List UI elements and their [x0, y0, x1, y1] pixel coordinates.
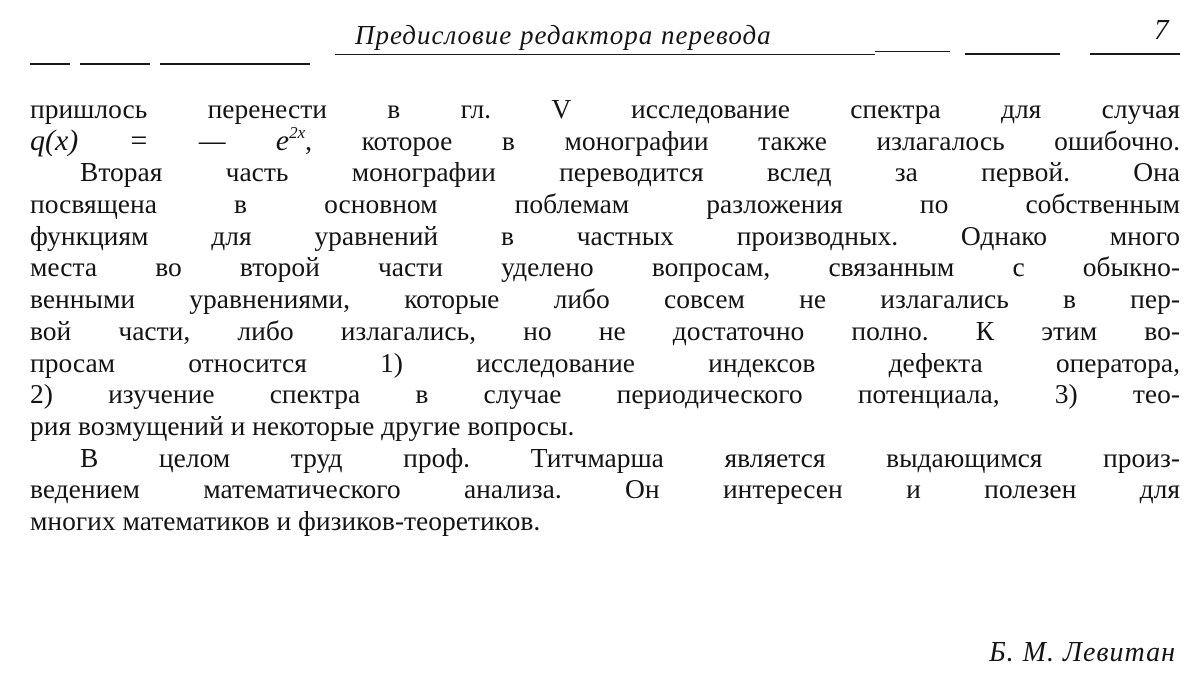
text-line: вой части, либо излагались, но не достаточно полно. К этим во- — [30, 314, 1180, 346]
header-rule — [30, 63, 70, 65]
header-title-underline — [335, 54, 875, 55]
header-rule — [1090, 53, 1180, 55]
text-line: венными уравнениями, которые либо совсем не излагались в пер- — [30, 283, 1180, 315]
text-line: 2) изучение спектра в случае периодического потенциала, 3) тео- — [30, 378, 1180, 410]
header-rule — [80, 63, 150, 65]
formula-exponent: 2x — [289, 122, 306, 142]
text-line: многих математиков и физиков-теоретиков. — [30, 504, 541, 536]
text-line-with-formula — [30, 122, 1181, 157]
header-rule — [965, 53, 1060, 55]
text-line: функциям для уравнений в частных производных. Однако много — [30, 219, 1180, 251]
text-line: посвящена в основном поблемам разложения по собственным — [30, 188, 1180, 220]
paragraph-start: В целом труд проф. Титчмарша является выдающимся произ- — [80, 441, 1180, 473]
header-rule — [875, 51, 950, 52]
paragraph-start: Вторая часть монографии переводится вслед за первой. Она — [80, 156, 1180, 188]
text-line: рия возмущений и некоторые другие вопросы. — [30, 409, 575, 441]
text-line: места во второй части уделено вопросам, связанным с обыкно- — [30, 251, 1180, 283]
text-line: просам относится 1) исследование индексов дефекта оператора, — [30, 346, 1180, 378]
header-rule — [160, 63, 310, 65]
running-header-title: Предисловие редактора перевода — [355, 20, 772, 50]
page-number: 7 — [1154, 14, 1169, 46]
text-line: пришлось перенести в гл. V исследование спектра для случая — [30, 93, 1180, 124]
inline-formula — [30, 124, 305, 157]
author-signature: Б. М. Левитан — [989, 637, 1176, 668]
text-line: ведением математического анализа. Он интересен и полезен для — [30, 473, 1180, 505]
text-line-rest: , которое в монографии также излагалось ошибочно. — [305, 124, 1181, 156]
running-header — [30, 14, 1180, 70]
body-text — [30, 93, 1180, 537]
formula-base: q(x) = — e — [30, 123, 290, 157]
